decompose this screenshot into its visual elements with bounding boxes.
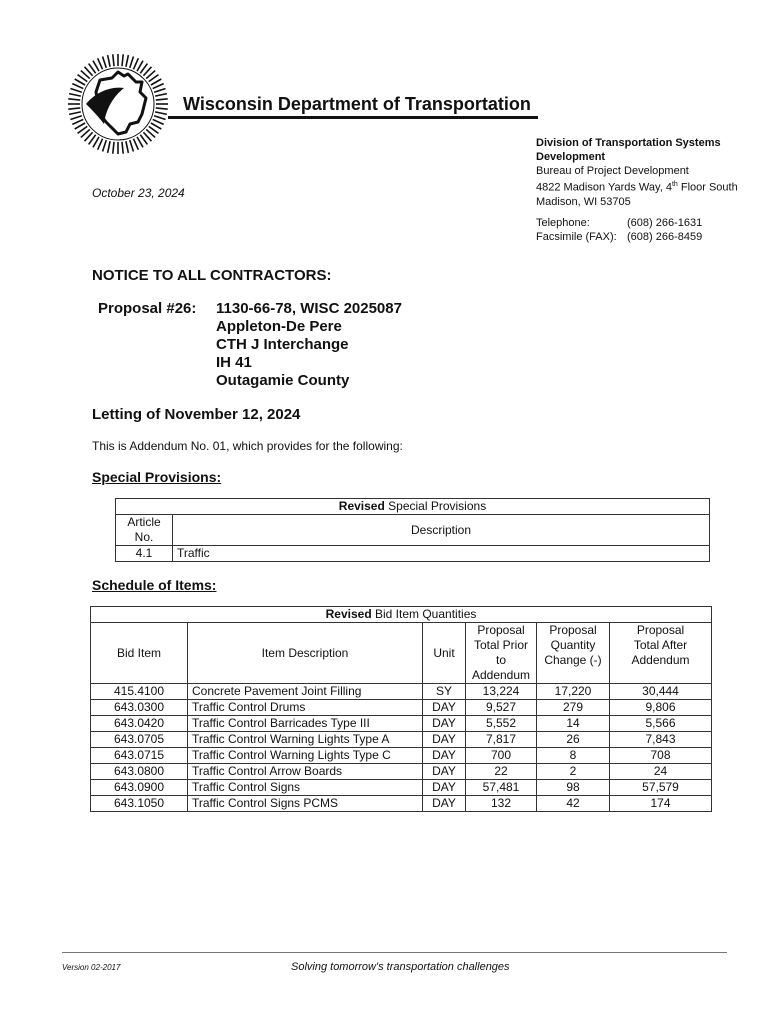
table-row <box>91 796 712 812</box>
total-prior-cell: 132 <box>466 796 537 812</box>
bid-item-header: Bid Item <box>91 623 188 684</box>
unit-cell: DAY <box>423 748 466 764</box>
total-prior-cell: 700 <box>466 748 537 764</box>
notice-heading: NOTICE TO ALL CONTRACTORS: <box>92 267 332 284</box>
bureau: Bureau of Project Development <box>536 165 689 177</box>
item-description-cell: Traffic Control Barricades Type III <box>188 716 423 732</box>
bid-item-cell: 643.1050 <box>91 796 188 812</box>
proposal-line: Appleton-De Pere <box>216 318 342 335</box>
quantity-change-cell: 26 <box>537 732 610 748</box>
item-description-cell: Traffic Control Drums <box>188 700 423 716</box>
total-after-cell: 57,579 <box>610 780 712 796</box>
city: Madison, WI 53705 <box>536 195 631 208</box>
total-after-cell: 174 <box>610 796 712 812</box>
proposal-label: Proposal #26: <box>98 300 197 317</box>
special-provisions-table <box>115 498 710 562</box>
bid-item-cell: 643.0420 <box>91 716 188 732</box>
unit-cell: DAY <box>423 700 466 716</box>
footer-rule <box>62 952 727 953</box>
total-after-cell: 708 <box>610 748 712 764</box>
quantity-change-cell: 42 <box>537 796 610 812</box>
bid-item-cell: 643.0705 <box>91 732 188 748</box>
total-after-cell: 5,566 <box>610 716 712 732</box>
total-prior-header: Proposal Total Prior to Addendum <box>466 623 537 684</box>
total-after-cell: 7,843 <box>610 732 712 748</box>
quantity-change-cell: 8 <box>537 748 610 764</box>
item-description-cell: Traffic Control Signs <box>188 780 423 796</box>
unit-cell: DAY <box>423 716 466 732</box>
schedule-of-items-title: Schedule of Items: <box>92 577 217 593</box>
description-cell: Traffic <box>173 546 710 562</box>
total-after-cell: 9,806 <box>610 700 712 716</box>
table-row <box>91 748 712 764</box>
total-prior-cell: 7,817 <box>466 732 537 748</box>
unit-header: Unit <box>423 623 466 684</box>
telephone: (608) 266-1631 <box>627 217 703 229</box>
item-description-header: Item Description <box>188 623 423 684</box>
quantity-change-cell: 2 <box>537 764 610 780</box>
street-address: 4822 Madison Yards Way, 4th Floor South <box>536 181 738 194</box>
fax-label: Facsimile (FAX): <box>536 231 617 243</box>
item-description-cell: Traffic Control Arrow Boards <box>188 764 423 780</box>
unit-cell: DAY <box>423 780 466 796</box>
proposal-line: IH 41 <box>216 354 252 371</box>
article-header: Article No. <box>116 515 173 546</box>
footer-tagline: Solving tomorrow's transportation challenges <box>291 961 510 973</box>
quantity-change-cell: 17,220 <box>537 684 610 700</box>
addendum-text: This is Addendum No. 01, which provides for the following: <box>92 439 403 453</box>
item-description-cell: Traffic Control Signs PCMS <box>188 796 423 812</box>
bid-item-cell: 643.0900 <box>91 780 188 796</box>
letter-date: October 23, 2024 <box>92 186 185 200</box>
bid-item-cell: 643.0800 <box>91 764 188 780</box>
quantity-change-cell: 14 <box>537 716 610 732</box>
table-row <box>91 764 712 780</box>
proposal-line: CTH J Interchange <box>216 336 349 353</box>
letting-date: Letting of November 12, 2024 <box>92 406 301 423</box>
table-title: Revised Special Provisions <box>116 499 710 515</box>
table-row <box>116 546 710 562</box>
unit-cell: SY <box>423 684 466 700</box>
table-row <box>91 780 712 796</box>
bid-item-cell: 643.0300 <box>91 700 188 716</box>
proposal-details <box>216 300 402 390</box>
division-line-1: Division of Transportation Systems <box>536 137 721 149</box>
telephone-label: Telephone: <box>536 217 590 229</box>
total-prior-cell: 22 <box>466 764 537 780</box>
division-line-2: Development <box>536 151 606 163</box>
proposal-line: 1130-66-78, WISC 2025087 <box>216 300 402 317</box>
table-row <box>91 700 712 716</box>
unit-cell: DAY <box>423 796 466 812</box>
total-prior-cell: 5,552 <box>466 716 537 732</box>
proposal-line: Outagamie County <box>216 372 350 389</box>
bid-item-cell: 643.0715 <box>91 748 188 764</box>
schedule-of-items-table <box>90 606 712 812</box>
article-cell: 4.1 <box>116 546 173 562</box>
division-address <box>536 136 764 209</box>
version-label: Version 02-2017 <box>62 963 121 972</box>
total-prior-cell: 57,481 <box>466 780 537 796</box>
table-row <box>91 716 712 732</box>
item-description-cell: Traffic Control Warning Lights Type C <box>188 748 423 764</box>
special-provisions-title: Special Provisions: <box>92 469 222 485</box>
table-title: Revised Bid Item Quantities <box>91 607 712 623</box>
unit-cell: DAY <box>423 732 466 748</box>
total-after-cell: 24 <box>610 764 712 780</box>
contact-info <box>536 216 702 244</box>
quantity-change-cell: 98 <box>537 780 610 796</box>
item-description-cell: Concrete Pavement Joint Filling <box>188 684 423 700</box>
bid-item-cell: 415.4100 <box>91 684 188 700</box>
quantity-change-header: Proposal Quantity Change (-) <box>537 623 610 684</box>
total-after-cell: 30,444 <box>610 684 712 700</box>
item-description-cell: Traffic Control Warning Lights Type A <box>188 732 423 748</box>
header-rule <box>168 116 538 119</box>
fax: (608) 266-8459 <box>627 231 703 243</box>
description-header: Description <box>173 515 710 546</box>
table-row <box>91 684 712 700</box>
unit-cell: DAY <box>423 764 466 780</box>
total-after-header: Proposal Total After Addendum <box>610 623 712 684</box>
quantity-change-cell: 279 <box>537 700 610 716</box>
wisdot-logo-icon <box>66 52 170 156</box>
agency-name: Wisconsin Department of Transportation <box>183 94 531 114</box>
total-prior-cell: 9,527 <box>466 700 537 716</box>
total-prior-cell: 13,224 <box>466 684 537 700</box>
table-row <box>91 732 712 748</box>
